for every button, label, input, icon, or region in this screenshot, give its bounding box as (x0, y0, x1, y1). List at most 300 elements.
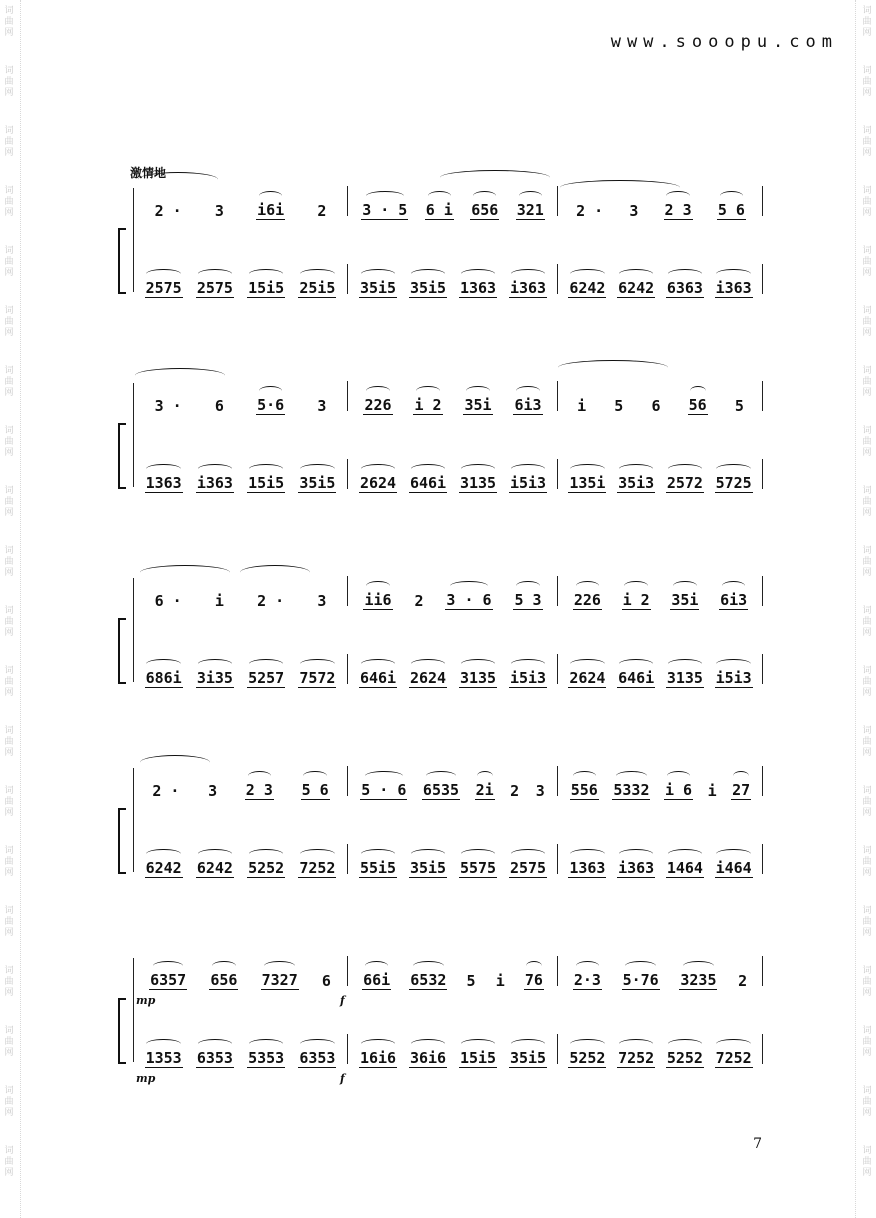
note-group: 3 · 6 (445, 591, 492, 610)
barline (762, 1034, 763, 1064)
slur (416, 386, 439, 396)
barline (557, 459, 558, 489)
measure (563, 570, 758, 610)
note-group: 76 (524, 971, 544, 990)
watermark-glyph: 词 曲 网 (4, 486, 14, 518)
note-group: 2 · (152, 782, 180, 800)
melody-staff (138, 760, 764, 800)
watermark-glyph: 词 曲 网 (862, 486, 872, 518)
note-group: 6535 (422, 781, 460, 800)
slur (361, 464, 395, 474)
note-group: 35i5 (409, 279, 447, 298)
note-group: 1363 (145, 474, 183, 493)
barline (557, 956, 558, 986)
note-group: 5252 (568, 1049, 606, 1068)
watermark-glyph: 词 曲 网 (4, 1086, 14, 1118)
note-group: 1464 (666, 859, 704, 878)
slur (716, 1039, 750, 1049)
measure (138, 950, 343, 990)
barline (557, 844, 558, 874)
phrase-slur (558, 360, 668, 375)
note-group: 5575 (459, 859, 497, 878)
note-group: i6i (256, 201, 285, 220)
accompaniment-staff (138, 453, 764, 493)
note-group: 6i3 (719, 591, 748, 610)
note-group: 2 3 (245, 781, 274, 800)
note-group: 2572 (666, 474, 704, 493)
note-group: i5i3 (509, 669, 547, 688)
slur (146, 1039, 180, 1049)
slur (461, 464, 495, 474)
slur (570, 659, 604, 669)
watermark-glyph: 词 曲 网 (4, 66, 14, 98)
note-group: 5 6 (717, 201, 746, 220)
measure (353, 570, 553, 610)
note-group: i363 (509, 279, 547, 298)
note-group: i (577, 397, 587, 415)
slur (624, 581, 647, 591)
measure (563, 258, 758, 298)
watermark-glyph: 词 曲 网 (4, 6, 14, 38)
slur (570, 269, 604, 279)
slur (576, 581, 599, 591)
slur (413, 961, 444, 971)
barline (557, 381, 558, 411)
note-group: 5332 (612, 781, 650, 800)
phrase-slur (138, 172, 218, 187)
note-group: i363 (617, 859, 655, 878)
barline (347, 264, 348, 294)
dynamic-marking: mp (136, 1072, 156, 1085)
slur (466, 386, 489, 396)
phrase-slur (440, 170, 550, 185)
slur (366, 191, 404, 201)
note-group: 35i (463, 396, 492, 415)
watermark-glyph: 词 曲 网 (862, 786, 872, 818)
note-group: 1363 (459, 279, 497, 298)
note-group: i464 (715, 859, 753, 878)
melody-staff (138, 950, 764, 990)
slur (300, 464, 334, 474)
barline (762, 956, 763, 986)
system-left-line (133, 578, 134, 682)
watermark-glyph: 词 曲 网 (4, 726, 14, 758)
note-group: i (495, 972, 505, 990)
measure (138, 648, 343, 688)
note-group: 3 (317, 397, 327, 415)
slur (722, 581, 745, 591)
slur (249, 1039, 283, 1049)
measure (138, 838, 343, 878)
barline (347, 381, 348, 411)
note-group: 135i (568, 474, 606, 493)
measure (353, 180, 553, 220)
measure (353, 648, 553, 688)
note-group: 1353 (145, 1049, 183, 1068)
slur (619, 269, 653, 279)
note-group: 5 3 (513, 591, 542, 610)
note-group: i (707, 782, 717, 800)
slur (461, 269, 495, 279)
note-group: 5·76 (622, 971, 660, 990)
watermark-glyph: 词 曲 网 (862, 126, 872, 158)
slur (668, 659, 702, 669)
dynamic-marking: mp (136, 994, 156, 1007)
barline (557, 654, 558, 684)
note-group: 5725 (715, 474, 753, 493)
slur (198, 1039, 232, 1049)
measure (138, 258, 343, 298)
note-group: 686i (145, 669, 183, 688)
note-group: 6242 (568, 279, 606, 298)
slur (365, 771, 403, 781)
note-group: 35i5 (298, 474, 336, 493)
tempo-marking: 激情地 (130, 166, 167, 180)
note-group: 7252 (298, 859, 336, 878)
slur (616, 771, 647, 781)
measure (353, 1028, 553, 1068)
note-group: 646i (359, 669, 397, 688)
slur (625, 961, 656, 971)
note-group: 66i (362, 971, 391, 990)
system-bracket (118, 228, 126, 294)
slur (477, 771, 493, 781)
note-group: 27 (731, 781, 751, 800)
note-group: 16i6 (359, 1049, 397, 1068)
watermark-glyph: 词 曲 网 (4, 966, 14, 998)
barline (557, 264, 558, 294)
watermark-glyph: 词 曲 网 (862, 306, 872, 338)
note-group: 226 (573, 591, 602, 610)
watermark-glyph: 词 曲 网 (862, 966, 872, 998)
phrase-slur (140, 755, 210, 770)
watermark-glyph: 词 曲 网 (862, 666, 872, 698)
slur (198, 849, 232, 859)
note-group: 3235 (679, 971, 717, 990)
slur (516, 386, 539, 396)
site-url: www.sooopu.com (610, 32, 838, 52)
barline (762, 381, 763, 411)
watermark-glyph: 词 曲 网 (4, 186, 14, 218)
note-group: 2 (510, 782, 520, 800)
measure (353, 453, 553, 493)
slur (668, 1039, 702, 1049)
measure (138, 1028, 343, 1068)
note-group: 2 (414, 592, 424, 610)
note-group: 7252 (715, 1049, 753, 1068)
barline (347, 844, 348, 874)
note-group: 3 (208, 782, 218, 800)
watermark-glyph: 词 曲 网 (4, 306, 14, 338)
score-system (118, 180, 764, 310)
watermark-glyph: 词 曲 网 (4, 786, 14, 818)
note-group: 7572 (298, 669, 336, 688)
slur (249, 269, 283, 279)
slur (300, 269, 334, 279)
note-group: 226 (363, 396, 392, 415)
watermark-glyph: 词 曲 网 (4, 126, 14, 158)
note-group: 6532 (409, 971, 447, 990)
slur (198, 659, 232, 669)
watermark-glyph: 词 曲 网 (862, 606, 872, 638)
slur (198, 269, 232, 279)
watermark-glyph: 词 曲 网 (862, 726, 872, 758)
slur (720, 191, 743, 201)
page-number: 7 (753, 1136, 762, 1152)
slur (153, 961, 184, 971)
phrase-slur (135, 368, 225, 383)
barline (762, 186, 763, 216)
slur (411, 464, 445, 474)
barline (557, 1034, 558, 1064)
note-group: i363 (715, 279, 753, 298)
note-group: i (214, 592, 224, 610)
note-group: 15i5 (247, 474, 285, 493)
note-group: 35i (670, 591, 699, 610)
slur (300, 849, 334, 859)
slur (473, 191, 496, 201)
barline (762, 654, 763, 684)
note-group: 3135 (459, 669, 497, 688)
slur (426, 771, 457, 781)
slur (411, 849, 445, 859)
score-system (118, 570, 764, 700)
measure (138, 453, 343, 493)
phrase-slur (240, 565, 310, 580)
melody-staff (138, 375, 764, 415)
slur (619, 464, 653, 474)
score-system (118, 760, 764, 890)
slur (146, 849, 180, 859)
slur (619, 659, 653, 669)
note-group: 2 · (257, 592, 285, 610)
note-group: i 2 (622, 591, 651, 610)
note-group: 321 (516, 201, 545, 220)
note-group: i5i3 (509, 474, 547, 493)
slur (570, 1039, 604, 1049)
note-group: 646i (617, 669, 655, 688)
note-group: 3i35 (196, 669, 234, 688)
accompaniment-staff (138, 838, 764, 878)
slur (450, 581, 488, 591)
watermark-glyph: 词 曲 网 (862, 186, 872, 218)
note-group: 56 (688, 396, 708, 415)
note-group: ii6 (363, 591, 392, 610)
note-group: 6i3 (513, 396, 542, 415)
slur (461, 849, 495, 859)
note-group: 15i5 (459, 1049, 497, 1068)
slur (673, 581, 696, 591)
note-group: 2624 (359, 474, 397, 493)
slur (146, 659, 180, 669)
note-group: 3 (317, 592, 327, 610)
watermark-glyph: 词 曲 网 (862, 366, 872, 398)
measure (353, 838, 553, 878)
system-bracket (118, 808, 126, 874)
note-group: i363 (196, 474, 234, 493)
note-group: 5 · 6 (360, 781, 407, 800)
slur (511, 849, 545, 859)
measure (353, 375, 553, 415)
barline (347, 186, 348, 216)
left-margin-line (20, 0, 21, 1218)
watermark-glyph: 词 曲 网 (862, 906, 872, 938)
slur (619, 1039, 653, 1049)
slur (300, 659, 334, 669)
slur (366, 386, 389, 396)
slur (716, 659, 750, 669)
slur (716, 269, 750, 279)
melody-staff (138, 570, 764, 610)
barline (557, 186, 558, 216)
slur (303, 771, 326, 781)
note-group: 2575 (145, 279, 183, 298)
slur (570, 464, 604, 474)
watermark-glyph: 词 曲 网 (4, 426, 14, 458)
slur (516, 581, 539, 591)
barline (557, 766, 558, 796)
watermark-glyph: 词 曲 网 (4, 366, 14, 398)
note-group: 7327 (261, 971, 299, 990)
note-group: 3135 (666, 669, 704, 688)
measure (563, 760, 758, 800)
note-group: 6363 (666, 279, 704, 298)
note-group: 6242 (145, 859, 183, 878)
note-group: 656 (470, 201, 499, 220)
watermark-glyph: 词 曲 网 (4, 606, 14, 638)
note-group: 6353 (196, 1049, 234, 1068)
barline (347, 956, 348, 986)
note-group: 2624 (568, 669, 606, 688)
dynamic-marking: f (340, 994, 345, 1007)
note-group: 36i6 (409, 1049, 447, 1068)
slur (683, 961, 714, 971)
slur (619, 849, 653, 859)
watermark-glyph: 词 曲 网 (862, 546, 872, 578)
note-group: 6 (651, 397, 661, 415)
note-group: 6357 (149, 971, 187, 990)
barline (347, 576, 348, 606)
barline (762, 264, 763, 294)
slur (511, 464, 545, 474)
note-group: 5 (614, 397, 624, 415)
slur (511, 269, 545, 279)
watermark-glyph: 词 曲 网 (862, 1146, 872, 1178)
note-group: 3 (214, 202, 224, 220)
note-group: 646i (409, 474, 447, 493)
note-group: 5 6 (301, 781, 330, 800)
note-group: 5·6 (256, 396, 285, 415)
phrase-slur (560, 180, 680, 195)
measure (563, 838, 758, 878)
slur (733, 771, 749, 781)
slur (361, 659, 395, 669)
measure (563, 375, 758, 415)
note-group: 2 (317, 202, 327, 220)
watermark-glyph: 词 曲 网 (4, 246, 14, 278)
note-group: 5252 (247, 859, 285, 878)
measure (353, 950, 553, 990)
barline (762, 459, 763, 489)
accompaniment-staff (138, 648, 764, 688)
note-group: 5353 (247, 1049, 285, 1068)
note-group: 1363 (568, 859, 606, 878)
slur (668, 464, 702, 474)
barline (762, 766, 763, 796)
note-group: i 6 (664, 781, 693, 800)
barline (347, 459, 348, 489)
slur (668, 269, 702, 279)
note-group: 2575 (509, 859, 547, 878)
slur (361, 269, 395, 279)
barline (347, 1034, 348, 1064)
score-system (118, 950, 764, 1085)
measure (563, 1028, 758, 1068)
note-group: 2 3 (664, 201, 693, 220)
note-group: 7252 (617, 1049, 655, 1068)
system-left-line (133, 768, 134, 872)
barline (557, 576, 558, 606)
dynamic-marking: f (340, 1072, 345, 1085)
watermark-glyph: 词 曲 网 (4, 666, 14, 698)
slur (411, 1039, 445, 1049)
note-group: 5 (466, 972, 476, 990)
note-group: 2 · (576, 202, 604, 220)
note-group: 35i5 (509, 1049, 547, 1068)
slur (716, 464, 750, 474)
slur (519, 191, 542, 201)
slur (361, 1039, 395, 1049)
slur (248, 771, 271, 781)
system-bracket (118, 618, 126, 684)
note-group: 556 (570, 781, 599, 800)
system-left-line (133, 958, 134, 1062)
watermark-glyph: 词 曲 网 (4, 1146, 14, 1178)
measure (563, 648, 758, 688)
watermark-glyph: 词 曲 网 (862, 6, 872, 38)
note-group: 15i5 (247, 279, 285, 298)
slur (461, 659, 495, 669)
slur (259, 386, 282, 396)
slur (300, 1039, 334, 1049)
note-group: 35i3 (617, 474, 655, 493)
slur (526, 961, 542, 971)
note-group: 2i (475, 781, 495, 800)
slur (249, 659, 283, 669)
watermark-glyph: 词 曲 网 (4, 906, 14, 938)
slur (511, 1039, 545, 1049)
barline (347, 766, 348, 796)
slur (573, 771, 596, 781)
watermark-glyph: 词 曲 网 (862, 1026, 872, 1058)
watermark-glyph: 词 曲 网 (862, 846, 872, 878)
slur (361, 849, 395, 859)
watermark-glyph: 词 曲 网 (4, 846, 14, 878)
phrase-slur (140, 565, 230, 580)
watermark-glyph: 词 曲 网 (862, 66, 872, 98)
note-group: 2 · (154, 202, 182, 220)
note-group: 25i5 (298, 279, 336, 298)
note-group: 5252 (666, 1049, 704, 1068)
note-group: 6242 (196, 859, 234, 878)
note-group: i5i3 (715, 669, 753, 688)
note-group: 6353 (298, 1049, 336, 1068)
barline (762, 576, 763, 606)
note-group: 3 · 5 (361, 201, 408, 220)
slur (249, 464, 283, 474)
slur (668, 849, 702, 859)
slur (411, 269, 445, 279)
